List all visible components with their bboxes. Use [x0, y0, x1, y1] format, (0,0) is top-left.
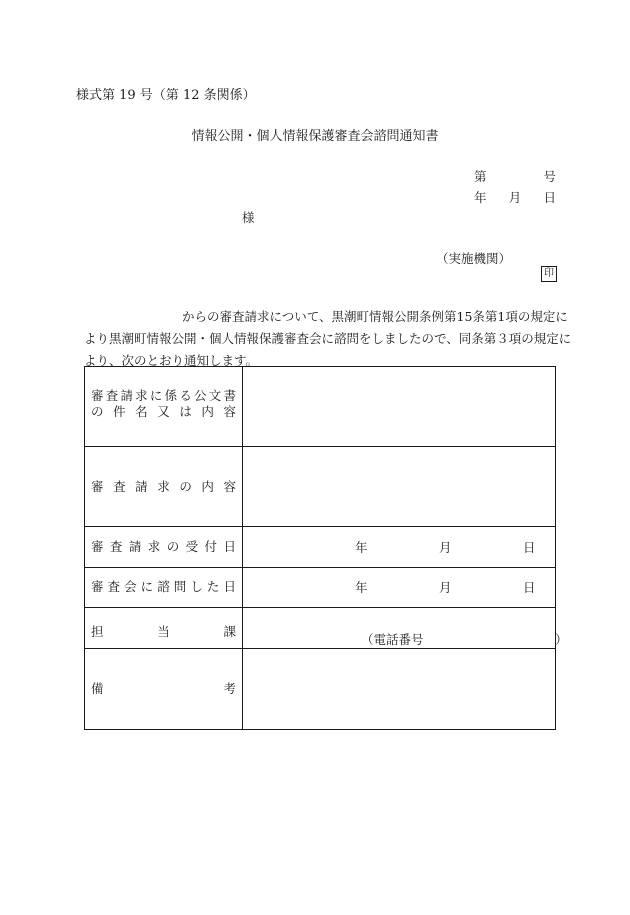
table-row [85, 567, 556, 607]
document-title: 情報公開・個人情報保護審査会諮問通知書 [191, 129, 439, 144]
request-content-field[interactable] [243, 447, 556, 527]
number-suffix: 号 [543, 169, 556, 184]
phone-number-close: ） [555, 631, 568, 647]
body-text-line-2: より黒潮町情報公開・個人情報保護審査会に諮問をしましたので、同条第３項の規定に [84, 331, 572, 346]
table-row [85, 607, 556, 648]
table-row [85, 367, 556, 447]
table-row [85, 527, 556, 567]
phone-number-label: （電話番号 [361, 631, 424, 647]
inquiry-month: 月 [439, 580, 452, 596]
receipt-year: 年 [355, 539, 368, 555]
department-label [85, 607, 243, 648]
body-text-line-1: からの審査請求について、黒潮町情報公開条例第15条第1項の規定に [182, 309, 568, 324]
inquiry-year: 年 [355, 580, 368, 596]
issue-date [474, 188, 556, 206]
receipt-month: 月 [439, 539, 452, 555]
remarks-field[interactable] [243, 648, 556, 729]
issue-day: 日 [543, 190, 556, 205]
document-subject-label-line-2: の件名又は内容 [91, 403, 236, 419]
request-content-label-text: 審査請求の内容 [91, 478, 236, 494]
issue-year: 年 [474, 190, 487, 205]
receipt-date-field[interactable] [243, 527, 556, 567]
issue-month: 月 [508, 190, 522, 205]
receipt-date-label [85, 527, 243, 567]
document-subject-field[interactable] [243, 367, 556, 447]
remarks-label-text: 備考 [91, 680, 236, 696]
form-number: 様式第 19 号（第 12 条関係） [76, 88, 256, 103]
request-content-label [85, 447, 243, 527]
document-subject-label-line-1: 審査請求に係る公文書 [91, 387, 236, 403]
document-number [474, 167, 556, 185]
inquiry-day: 日 [523, 580, 536, 596]
remarks-label [85, 648, 243, 729]
department-label-text: 担当課 [91, 623, 236, 639]
agency-label: （実施機関） [436, 251, 512, 266]
body-text-line-3: より、次のとおり通知します。 [84, 353, 259, 368]
document-subject-label [85, 367, 243, 447]
table-row [85, 447, 556, 527]
inquiry-date-label-text: 審査会に諮問した日 [91, 579, 236, 595]
inquiry-date-field[interactable] [243, 567, 556, 607]
receipt-day: 日 [523, 539, 536, 555]
number-prefix: 第 [474, 169, 487, 184]
table-row [85, 648, 556, 729]
department-field[interactable] [243, 607, 568, 648]
inquiry-date-label [85, 567, 243, 607]
receipt-date-label-text: 審査請求の受付日 [91, 538, 236, 554]
notification-table [84, 366, 568, 730]
seal-mark: 印 [541, 266, 557, 282]
addressee-suffix: 様 [242, 210, 255, 225]
